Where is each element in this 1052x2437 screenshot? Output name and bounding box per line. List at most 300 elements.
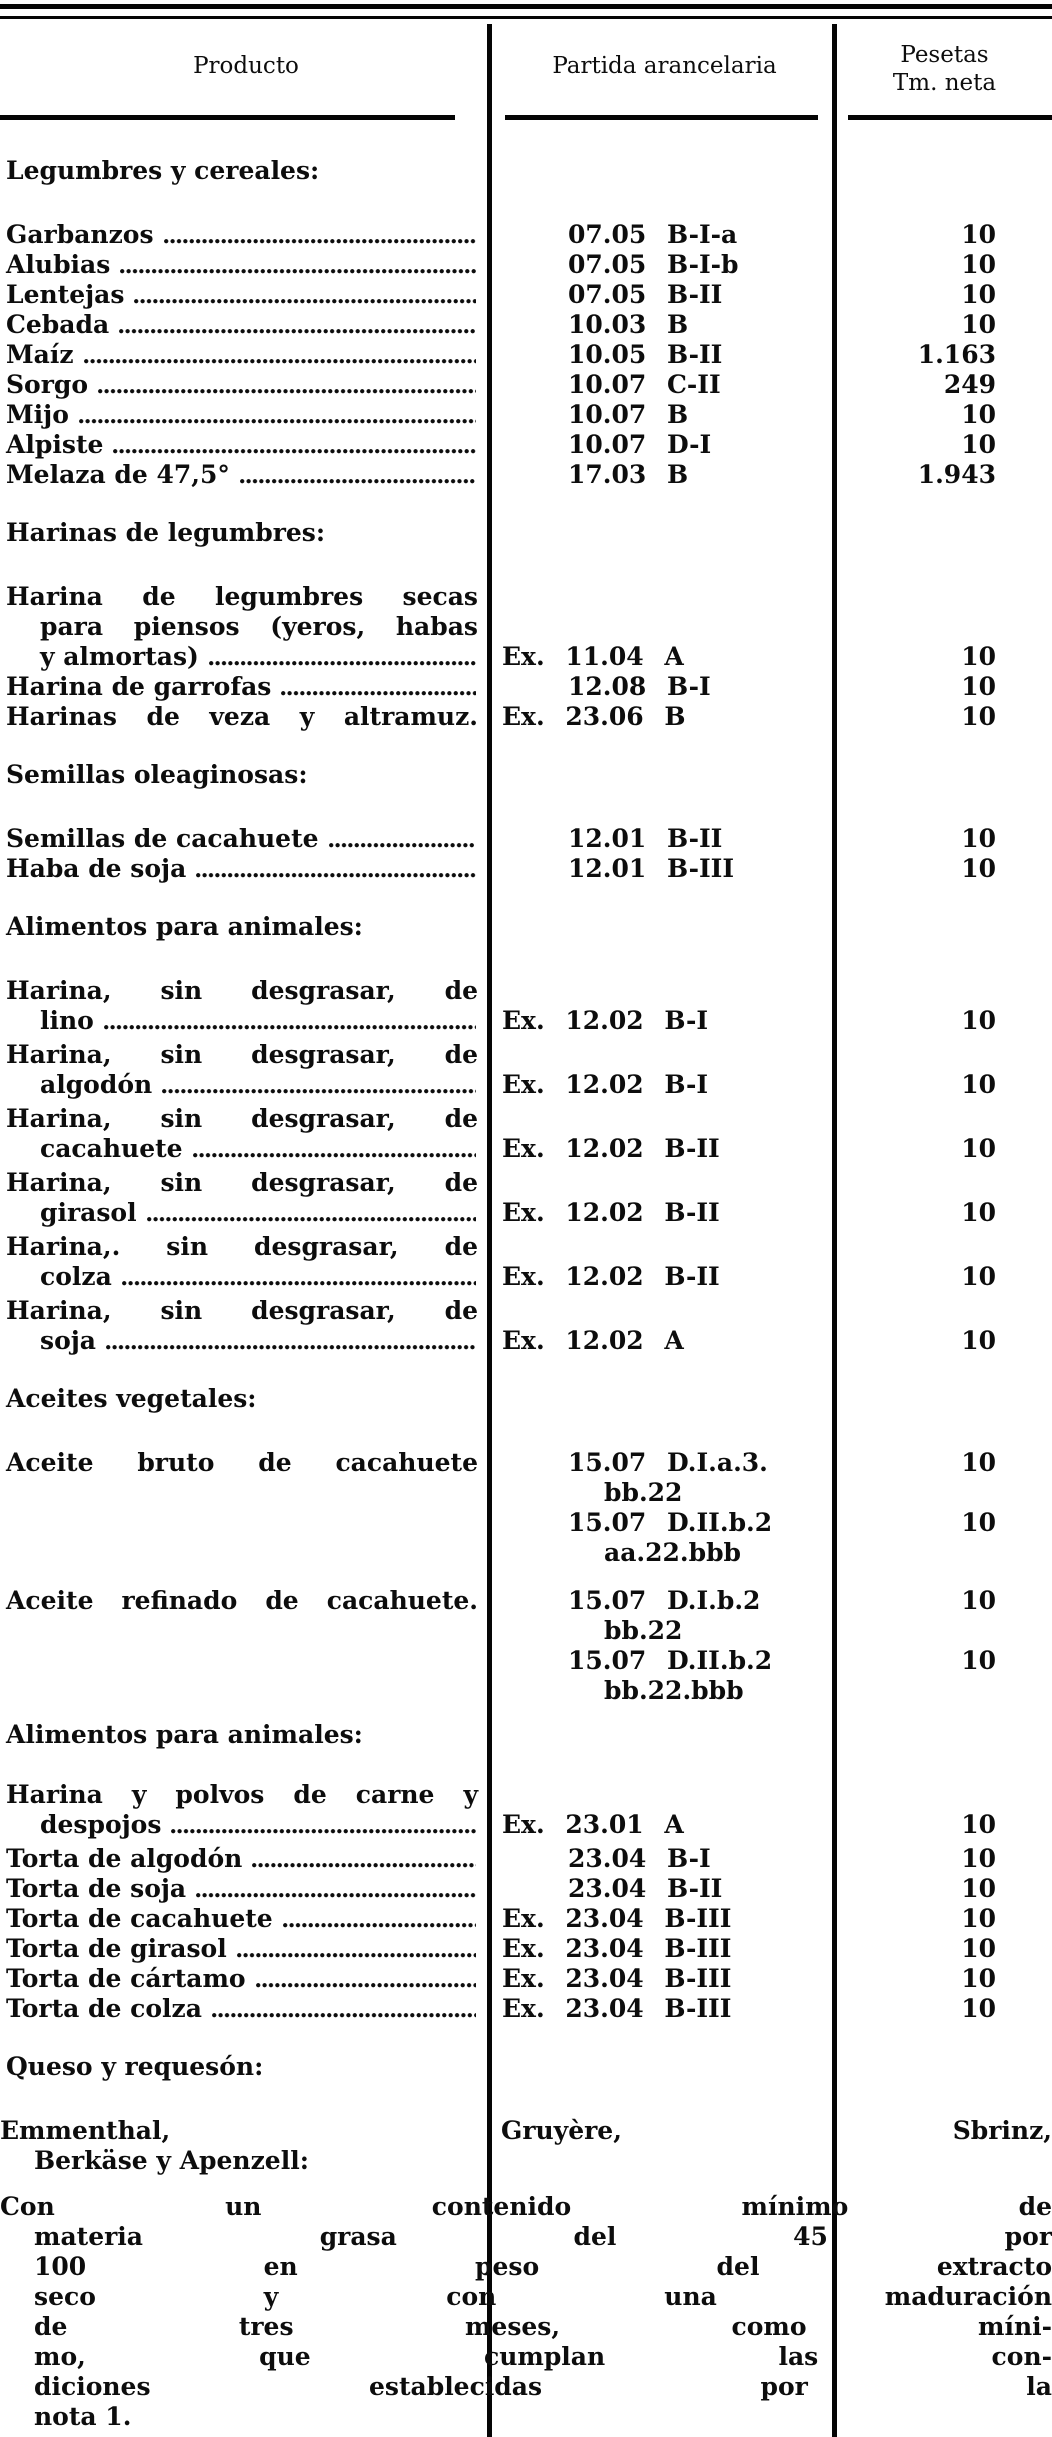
table-row xyxy=(0,976,1052,1036)
leader-dots xyxy=(196,1874,476,1904)
product-line xyxy=(6,854,478,884)
product-line xyxy=(6,1134,478,1164)
product-cell xyxy=(0,976,492,1036)
product-cell xyxy=(0,1780,492,1840)
tariff-value: 249 xyxy=(943,370,996,399)
empty-line xyxy=(6,1676,478,1706)
paragraph-line: seco y con una maduración xyxy=(34,2282,1052,2311)
table-header-row xyxy=(0,19,1052,115)
value-cell xyxy=(837,280,1052,310)
tariff-value: 10 xyxy=(961,1904,996,1933)
value-cell xyxy=(837,1296,1052,1356)
tariff-value: 10 xyxy=(961,1810,996,1839)
leader-dots xyxy=(237,1934,476,1964)
product-text: Harina, sin desgrasar, de xyxy=(6,976,478,1005)
tariff-value xyxy=(837,1478,1052,1508)
tariff-code: 12.08 B-I xyxy=(568,672,711,701)
empty-line xyxy=(492,1780,837,1810)
product-text: despojos xyxy=(40,1810,162,1839)
code-cell xyxy=(492,1964,837,1994)
product-cell xyxy=(0,1904,492,1934)
product-text: Aceite refinado de cacahuete. xyxy=(6,1586,478,1615)
code-cell xyxy=(492,250,837,280)
table-row xyxy=(0,1904,1052,1934)
product-text: Torta de algodón xyxy=(6,1844,243,1873)
code-cell xyxy=(492,280,837,310)
product-text: Sorgo xyxy=(6,370,89,399)
column-header-product: Producto xyxy=(193,53,299,79)
code-cell xyxy=(492,582,837,672)
empty-line xyxy=(6,1508,478,1538)
product-cell xyxy=(0,1232,492,1292)
tariff-code: 07.05 B-I-a xyxy=(568,220,738,249)
product-text: Harina, sin desgrasar, de xyxy=(6,1104,478,1133)
product-cell xyxy=(0,1104,492,1164)
product-text: Harina y polvos de carne y xyxy=(6,1780,478,1809)
value-cell xyxy=(837,310,1052,340)
empty-line xyxy=(492,1296,837,1326)
value-cell xyxy=(837,430,1052,460)
empty-line xyxy=(837,582,1052,612)
tariff-code: Ex. 12.02 A xyxy=(502,1326,684,1355)
tariff-code: Ex. 12.02 B-II xyxy=(502,1134,720,1163)
product-cell xyxy=(0,582,492,672)
value-cell xyxy=(837,1448,1052,1568)
table-row xyxy=(0,310,1052,340)
table-row xyxy=(0,1104,1052,1164)
product-line xyxy=(6,1964,478,1994)
product-line xyxy=(6,1070,478,1100)
code-cell xyxy=(492,220,837,250)
column-header-code: Partida arancelaria xyxy=(552,53,777,79)
value-cell xyxy=(837,220,1052,250)
code-cell xyxy=(492,1104,837,1164)
value-cell xyxy=(837,460,1052,490)
product-line xyxy=(6,220,478,250)
leader-dots xyxy=(119,310,476,340)
product-cell xyxy=(0,310,492,340)
product-line xyxy=(6,1326,478,1356)
product-text: Lentejas xyxy=(6,280,125,309)
column-header-value xyxy=(837,19,1052,115)
value-cell xyxy=(837,702,1052,732)
tariff-value: 10 xyxy=(961,1448,996,1477)
empty-line xyxy=(492,1232,837,1262)
tariff-value: 10 xyxy=(961,1134,996,1163)
product-text: Alpiste xyxy=(6,430,104,459)
table-row xyxy=(0,1586,1052,1706)
tariff-code: Ex. 12.02 B-I xyxy=(502,1070,709,1099)
product-text: Harinas de veza y altramuz. xyxy=(6,702,478,731)
value-cell xyxy=(837,1104,1052,1164)
product-line xyxy=(6,460,478,490)
value-cell xyxy=(837,824,1052,854)
product-text: y almortas) xyxy=(40,642,199,671)
code-cell xyxy=(492,854,837,884)
paragraph-line: 100 en peso del extracto xyxy=(34,2252,1052,2281)
product-line xyxy=(6,1934,478,1964)
column-header-value-line1: Pesetas xyxy=(900,42,989,68)
product-cell xyxy=(0,250,492,280)
tariff-value: 10 xyxy=(961,280,996,309)
product-cell xyxy=(0,1040,492,1100)
tariff-code: 10.07 C-II xyxy=(568,370,721,399)
product-line xyxy=(6,672,478,702)
value-cell xyxy=(837,1040,1052,1100)
product-text: Maíz xyxy=(6,340,74,369)
product-line xyxy=(6,280,478,310)
tariff-value xyxy=(837,1616,1052,1646)
value-cell xyxy=(837,1874,1052,1904)
code-cell xyxy=(492,702,837,732)
product-line xyxy=(6,1198,478,1228)
product-line xyxy=(6,1874,478,1904)
tariff-code: 12.01 B-III xyxy=(568,854,735,883)
leader-dots xyxy=(106,1326,476,1356)
tariff-code: Ex. 23.06 B xyxy=(502,702,686,731)
tariff-value: 1.943 xyxy=(917,460,996,489)
code-cell xyxy=(492,1296,837,1356)
tariff-value: 10 xyxy=(961,702,996,731)
product-cell xyxy=(0,340,492,370)
tariff-code: 15.07 D.I.a.3. xyxy=(568,1448,768,1477)
tariff-code: 15.07 D.II.b.2 xyxy=(568,1508,773,1537)
tariff-value: 10 xyxy=(961,1994,996,2023)
product-line xyxy=(6,430,478,460)
value-cell xyxy=(837,340,1052,370)
product-text: Torta de cacahuete xyxy=(6,1904,273,1933)
paragraph-line: Emmenthal, Gruyère, Sbrinz, xyxy=(0,2116,1052,2145)
product-line xyxy=(6,1904,478,1934)
product-text: Harina, sin desgrasar, de xyxy=(6,1168,478,1197)
table-row xyxy=(0,1232,1052,1292)
table-row xyxy=(0,400,1052,430)
product-line xyxy=(6,1262,478,1292)
product-cell xyxy=(0,460,492,490)
product-text: Garbanzos xyxy=(6,220,154,249)
product-cell xyxy=(0,1296,492,1356)
product-text: cacahuete xyxy=(40,1134,183,1163)
leader-dots xyxy=(164,220,476,250)
product-line xyxy=(6,1994,478,2024)
product-cell xyxy=(0,280,492,310)
empty-line xyxy=(6,1616,478,1646)
product-cell xyxy=(0,1586,492,1706)
leader-dots xyxy=(84,340,476,370)
empty-line xyxy=(492,1040,837,1070)
product-text: girasol xyxy=(40,1198,137,1227)
tariff-code: 10.07 D-I xyxy=(568,430,712,459)
value-cell xyxy=(837,1844,1052,1874)
tariff-value: 10 xyxy=(961,1964,996,1993)
top-double-rule-upper xyxy=(0,4,1052,9)
section-heading: Alimentos para animales: xyxy=(6,912,363,941)
table-row xyxy=(0,280,1052,310)
tariff-code: Ex. 23.01 A xyxy=(502,1810,684,1839)
product-line xyxy=(6,370,478,400)
value-cell xyxy=(837,400,1052,430)
leader-dots xyxy=(162,1070,476,1100)
tariff-code: aa.22.bbb xyxy=(604,1538,742,1567)
tariff-code: Ex. 12.02 B-I xyxy=(502,1006,709,1035)
tariff-code: Ex. 23.04 B-III xyxy=(502,1904,732,1933)
code-cell xyxy=(492,976,837,1036)
code-cell xyxy=(492,1994,837,2024)
product-text: para piensos (yeros, habas xyxy=(40,612,478,641)
tariff-value: 10 xyxy=(961,400,996,429)
leader-dots xyxy=(196,854,476,884)
tariff-code: 10.05 B-II xyxy=(568,340,723,369)
code-cell xyxy=(492,310,837,340)
table-row xyxy=(0,824,1052,854)
tariff-value: 10 xyxy=(961,1934,996,1963)
section-heading: Aceites vegetales: xyxy=(6,1384,257,1413)
value-cell xyxy=(837,854,1052,884)
code-cell xyxy=(492,1904,837,1934)
tariff-code: 12.01 B-II xyxy=(568,824,723,853)
tariff-value: 10 xyxy=(961,824,996,853)
product-text: Melaza de 47,5° xyxy=(6,460,230,489)
section-heading: Harinas de legumbres: xyxy=(6,518,326,547)
product-text: Torta de girasol xyxy=(6,1934,227,1963)
empty-line xyxy=(492,976,837,1006)
empty-line xyxy=(6,1478,478,1508)
paragraph xyxy=(0,2116,1052,2176)
empty-line xyxy=(6,1646,478,1676)
product-cell xyxy=(0,854,492,884)
section-heading: Alimentos para animales: xyxy=(6,1720,363,1749)
table-row xyxy=(0,1168,1052,1228)
leader-dots xyxy=(240,460,476,490)
product-line xyxy=(6,642,478,672)
tariff-code: bb.22 xyxy=(604,1616,683,1645)
product-cell xyxy=(0,1844,492,1874)
paragraph xyxy=(0,2192,1052,2432)
value-cell xyxy=(837,1168,1052,1228)
product-text: Harina, sin desgrasar, de xyxy=(6,1296,478,1325)
code-cell xyxy=(492,1844,837,1874)
paragraph-line: nota 1. xyxy=(34,2402,132,2431)
product-text: Semillas de cacahuete xyxy=(6,824,319,853)
product-line xyxy=(6,340,478,370)
product-text: Cebada xyxy=(6,310,110,339)
product-text: Mijo xyxy=(6,400,69,429)
leader-dots xyxy=(79,400,476,430)
leader-dots xyxy=(193,1134,476,1164)
tariff-value: 10 xyxy=(961,1262,996,1291)
table-row xyxy=(0,702,1052,732)
code-cell xyxy=(492,370,837,400)
product-cell xyxy=(0,1934,492,1964)
empty-line xyxy=(492,1104,837,1134)
table-row xyxy=(0,340,1052,370)
value-cell xyxy=(837,1780,1052,1840)
tariff-value: 10 xyxy=(961,1326,996,1355)
product-text: Alubias xyxy=(6,250,111,279)
code-cell xyxy=(492,1780,837,1840)
leader-dots xyxy=(171,1810,476,1840)
product-cell xyxy=(0,672,492,702)
leader-dots xyxy=(104,1006,476,1036)
leader-dots xyxy=(283,1904,476,1934)
value-cell xyxy=(837,1994,1052,2024)
code-cell xyxy=(492,340,837,370)
empty-line xyxy=(837,1232,1052,1262)
code-cell xyxy=(492,1040,837,1100)
leader-dots xyxy=(209,642,476,672)
empty-line xyxy=(492,612,837,642)
table-row xyxy=(0,430,1052,460)
leader-dots xyxy=(256,1964,476,1994)
table-row xyxy=(0,1994,1052,2024)
code-cell xyxy=(492,1448,837,1568)
leader-dots xyxy=(134,280,476,310)
paragraph-line: materia grasa del 45 por xyxy=(34,2222,1052,2251)
product-cell xyxy=(0,1964,492,1994)
tariff-value: 1.163 xyxy=(917,340,996,369)
code-cell xyxy=(492,460,837,490)
column-header-value-line2: Tm. neta xyxy=(892,70,997,96)
tariff-code: Ex. 12.02 B-II xyxy=(502,1198,720,1227)
tariff-code: Ex. 23.04 B-III xyxy=(502,1934,732,1963)
tariff-value: 10 xyxy=(961,1006,996,1035)
tariff-value: 10 xyxy=(961,672,996,701)
product-text: Aceite bruto de cacahuete xyxy=(6,1448,478,1477)
leader-dots xyxy=(122,1262,476,1292)
product-cell xyxy=(0,1994,492,2024)
product-text: colza xyxy=(40,1262,112,1291)
empty-line xyxy=(6,1538,478,1568)
product-line xyxy=(6,400,478,430)
empty-line xyxy=(837,1168,1052,1198)
tariff-code: 17.03 B xyxy=(568,460,689,489)
tariff-value: 10 xyxy=(961,1646,996,1675)
leader-dots xyxy=(252,1844,476,1874)
value-cell xyxy=(837,1904,1052,1934)
product-line xyxy=(6,824,478,854)
product-text: Harina, sin desgrasar, de xyxy=(6,1040,478,1069)
table-row xyxy=(0,1874,1052,1904)
tariff-value: 10 xyxy=(961,1508,996,1537)
product-cell xyxy=(0,1448,492,1568)
table-row xyxy=(0,370,1052,400)
product-line xyxy=(6,1844,478,1874)
value-cell xyxy=(837,250,1052,280)
code-cell xyxy=(492,824,837,854)
code-cell xyxy=(492,1586,837,1706)
leader-dots xyxy=(329,824,476,854)
tariff-value: 10 xyxy=(961,250,996,279)
empty-line xyxy=(837,1104,1052,1134)
leader-dots xyxy=(98,370,476,400)
product-line xyxy=(6,1006,478,1036)
empty-line xyxy=(837,1040,1052,1070)
tariff-code: 23.04 B-I xyxy=(568,1844,711,1873)
product-text: Harina de garrofas xyxy=(6,672,272,701)
product-cell xyxy=(0,1874,492,1904)
tariff-code: bb.22.bbb xyxy=(604,1676,744,1705)
product-cell xyxy=(0,370,492,400)
table-row xyxy=(0,672,1052,702)
tariff-code: 10.03 B xyxy=(568,310,689,339)
product-line xyxy=(6,1810,478,1840)
tariff-value: 10 xyxy=(961,854,996,883)
table-row xyxy=(0,1964,1052,1994)
empty-line xyxy=(837,1780,1052,1810)
leader-dots xyxy=(113,430,476,460)
leader-dots xyxy=(212,1994,476,2024)
empty-line xyxy=(837,976,1052,1006)
product-text: lino xyxy=(40,1006,94,1035)
product-cell xyxy=(0,400,492,430)
product-text: soja xyxy=(40,1326,96,1355)
tariff-code: 07.05 B-I-b xyxy=(568,250,739,279)
table-row xyxy=(0,1844,1052,1874)
table-row xyxy=(0,220,1052,250)
leader-dots xyxy=(147,1198,476,1228)
code-cell xyxy=(492,400,837,430)
tariff-value: 10 xyxy=(961,430,996,459)
tariff-code: bb.22 xyxy=(604,1478,683,1507)
tariff-code: Ex. 11.04 A xyxy=(502,642,684,671)
table-row xyxy=(0,460,1052,490)
code-cell xyxy=(492,430,837,460)
product-cell xyxy=(0,430,492,460)
leader-dots xyxy=(281,672,476,702)
tariff-value xyxy=(837,1538,1052,1568)
tariff-value: 10 xyxy=(961,1198,996,1227)
code-cell xyxy=(492,1934,837,1964)
value-cell xyxy=(837,672,1052,702)
value-cell xyxy=(837,582,1052,672)
product-line xyxy=(6,250,478,280)
empty-line xyxy=(837,612,1052,642)
product-text: Torta de colza xyxy=(6,1994,202,2023)
tariff-code: 10.07 B xyxy=(568,400,689,429)
code-cell xyxy=(492,1168,837,1228)
table-row xyxy=(0,1296,1052,1356)
empty-line xyxy=(492,1168,837,1198)
tariff-code: Ex. 12.02 B-II xyxy=(502,1262,720,1291)
table-row xyxy=(0,582,1052,672)
product-cell xyxy=(0,220,492,250)
tariff-code: 15.07 D.I.b.2 xyxy=(568,1586,761,1615)
paragraph-line: mo, que cumplan las con- xyxy=(34,2342,1052,2371)
tariff-value: 10 xyxy=(961,642,996,671)
product-text: algodón xyxy=(40,1070,153,1099)
value-cell xyxy=(837,976,1052,1036)
table-row xyxy=(0,1934,1052,1964)
product-cell xyxy=(0,824,492,854)
code-cell xyxy=(492,1874,837,1904)
tariff-code: 07.05 B-II xyxy=(568,280,723,309)
tariff-value: 10 xyxy=(961,310,996,339)
paragraph-line: diciones establecidas por la xyxy=(34,2372,1052,2401)
tariff-code: Ex. 23.04 B-III xyxy=(502,1964,732,1993)
paragraph-line: Con un contenido mínimo de xyxy=(0,2192,1052,2221)
table-row xyxy=(0,854,1052,884)
paragraph-line: de tres meses, como míni- xyxy=(34,2312,1052,2341)
tariff-value: 10 xyxy=(961,1874,996,1903)
value-cell xyxy=(837,1964,1052,1994)
product-text: Torta de soja xyxy=(6,1874,187,1903)
tariff-code: 15.07 D.II.b.2 xyxy=(568,1646,773,1675)
product-text: Harina de legumbres secas xyxy=(6,582,478,611)
table-row xyxy=(0,1040,1052,1100)
value-cell xyxy=(837,370,1052,400)
product-text: Torta de cártamo xyxy=(6,1964,246,1993)
table-row xyxy=(0,250,1052,280)
